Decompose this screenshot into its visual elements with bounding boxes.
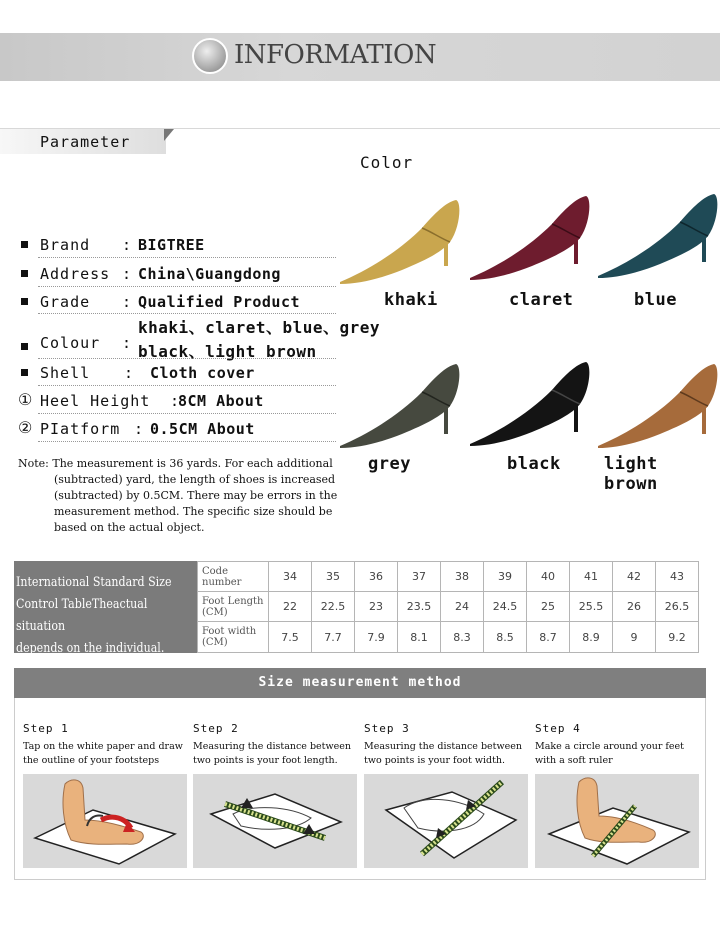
table-cell: 9 — [613, 622, 656, 653]
spec-value: 8CM About — [178, 392, 264, 410]
size-table — [197, 561, 699, 653]
table-cell: 42 — [613, 562, 656, 592]
table-cell: 7.7 — [312, 622, 355, 653]
spec-value: 0.5CM About — [150, 420, 255, 438]
table-cell: 24.5 — [484, 592, 527, 622]
spec-sep: : — [122, 334, 132, 352]
table-cell: 40 — [527, 562, 570, 592]
page-title: INFORMATION — [234, 40, 437, 70]
color-label-claret: claret — [509, 290, 574, 310]
table-cell: 8.5 — [484, 622, 527, 653]
step-desc: Make a circle around your feet with a soft ruler — [535, 741, 684, 766]
table-cell: 7.9 — [355, 622, 398, 653]
divider — [38, 413, 336, 414]
step-desc: Measuring the distance between two points is your foot length. — [193, 741, 351, 766]
spec-label: PIatform — [40, 420, 121, 438]
step-title: Step 1 — [23, 722, 69, 735]
shoe-image-blue — [596, 192, 720, 282]
bullet-icon — [21, 343, 28, 350]
bullet-icon — [21, 369, 28, 376]
divider — [38, 441, 336, 442]
spec-value: Qualified Product — [138, 293, 301, 311]
step-2 — [193, 722, 357, 774]
table-cell: 23.5 — [398, 592, 441, 622]
color-label-khaki: khaki — [384, 290, 438, 310]
spec-value: khaki、claret、blue、grey — [138, 318, 381, 337]
caption-line: Control TableTheactual situation — [16, 597, 148, 634]
spec-value: BIGTREE — [138, 236, 205, 254]
row-header: Foot width (CM) — [198, 622, 269, 653]
table-cell: 39 — [484, 562, 527, 592]
table-cell: 8.3 — [441, 622, 484, 653]
note-line: based on the actual object. — [54, 521, 205, 534]
table-cell: 43 — [656, 562, 699, 592]
table-row-code — [198, 562, 699, 592]
step-3 — [364, 722, 528, 774]
table-cell: 36 — [355, 562, 398, 592]
shoe-image-grey — [338, 362, 462, 452]
table-cell: 25 — [527, 592, 570, 622]
trace-foot-illustration — [23, 774, 187, 868]
spec-value: China\Guangdong — [138, 265, 281, 283]
foot-width-illustration — [364, 774, 528, 868]
table-cell: 8.7 — [527, 622, 570, 653]
note-line: (subtracted) yard, the length of shoes is increased — [54, 473, 336, 486]
table-row-length — [198, 592, 699, 622]
table-cell: 26 — [613, 592, 656, 622]
note-line: (subtracted) by 0.5CM. There may be errors in the — [54, 489, 338, 502]
spec-sep: : — [170, 392, 180, 410]
spec-sep: : — [124, 364, 134, 382]
color-label-blue: blue — [634, 290, 677, 310]
note-line: Note: The measurement is 36 yards. For each additional — [18, 457, 333, 470]
size-table-caption — [16, 572, 173, 660]
table-row-width — [198, 622, 699, 653]
table-cell: 22 — [269, 592, 312, 622]
divider — [38, 286, 336, 287]
note-line: measurement method. The specific size should be — [54, 505, 333, 518]
spec-label: Address — [40, 265, 111, 283]
color-label-grey: grey — [368, 454, 411, 474]
color-label-black: black — [507, 454, 561, 474]
step-desc: Measuring the distance between two points is your foot width. — [364, 741, 522, 766]
spec-label: Heel Height — [40, 392, 151, 410]
row-header: Foot Length (CM) — [198, 592, 269, 622]
divider — [38, 358, 336, 359]
table-cell: 7.5 — [269, 622, 312, 653]
step-title: Step 3 — [364, 722, 410, 735]
table-cell: 41 — [570, 562, 613, 592]
table-cell: 9.2 — [656, 622, 699, 653]
divider — [38, 257, 336, 258]
divider — [38, 313, 336, 314]
parameter-tab-label: Parameter — [40, 133, 131, 151]
table-cell: 37 — [398, 562, 441, 592]
divider — [38, 385, 336, 386]
table-cell: 34 — [269, 562, 312, 592]
measurement-title: Size measurement method — [258, 675, 462, 690]
spec-sep: : — [122, 293, 132, 311]
spec-value: Cloth cover — [150, 364, 255, 382]
table-cell: 26.5 — [656, 592, 699, 622]
table-cell: 22.5 — [312, 592, 355, 622]
spec-label: Grade — [40, 293, 91, 311]
step-desc: Tap on the white paper and draw the outline of your footsteps — [23, 741, 183, 766]
spec-sep: : — [122, 265, 132, 283]
table-cell: 35 — [312, 562, 355, 592]
spec-sep: : — [134, 420, 144, 438]
bullet-icon — [21, 270, 28, 277]
table-cell: 23 — [355, 592, 398, 622]
row-header: Code number — [198, 562, 269, 592]
spec-label: Shell — [40, 364, 91, 382]
foot-circle-illustration — [535, 774, 699, 868]
table-cell: 24 — [441, 592, 484, 622]
table-cell: 8.9 — [570, 622, 613, 653]
shoe-image-khaki — [338, 198, 462, 288]
table-cell: 8.1 — [398, 622, 441, 653]
marker-icon: ① — [18, 390, 33, 409]
caption-line: depends on the individual. — [16, 641, 165, 656]
table-cell: 25.5 — [570, 592, 613, 622]
circle-icon — [192, 38, 228, 74]
caption-line: International Standard Size — [16, 575, 172, 590]
step-title: Step 2 — [193, 722, 239, 735]
shoe-image-claret — [468, 194, 592, 284]
tab-corner-icon — [164, 129, 174, 141]
measurement-note — [18, 456, 358, 536]
step-1 — [23, 722, 187, 774]
spec-label: Brand — [40, 236, 91, 254]
shoe-image-black — [468, 360, 592, 450]
bullet-icon — [21, 298, 28, 305]
step-title: Step 4 — [535, 722, 581, 735]
foot-length-illustration — [193, 774, 357, 868]
bullet-icon — [21, 241, 28, 248]
step-4 — [535, 722, 699, 774]
spec-label: Colour — [40, 334, 101, 352]
marker-icon: ② — [18, 418, 33, 437]
spec-value-2: black、light brown — [138, 342, 317, 361]
table-cell: 38 — [441, 562, 484, 592]
shoe-image-light-brown — [596, 362, 720, 452]
spec-sep: : — [122, 236, 132, 254]
color-label-light-brown: light brown — [604, 454, 658, 494]
color-section-title: Color — [360, 153, 414, 172]
